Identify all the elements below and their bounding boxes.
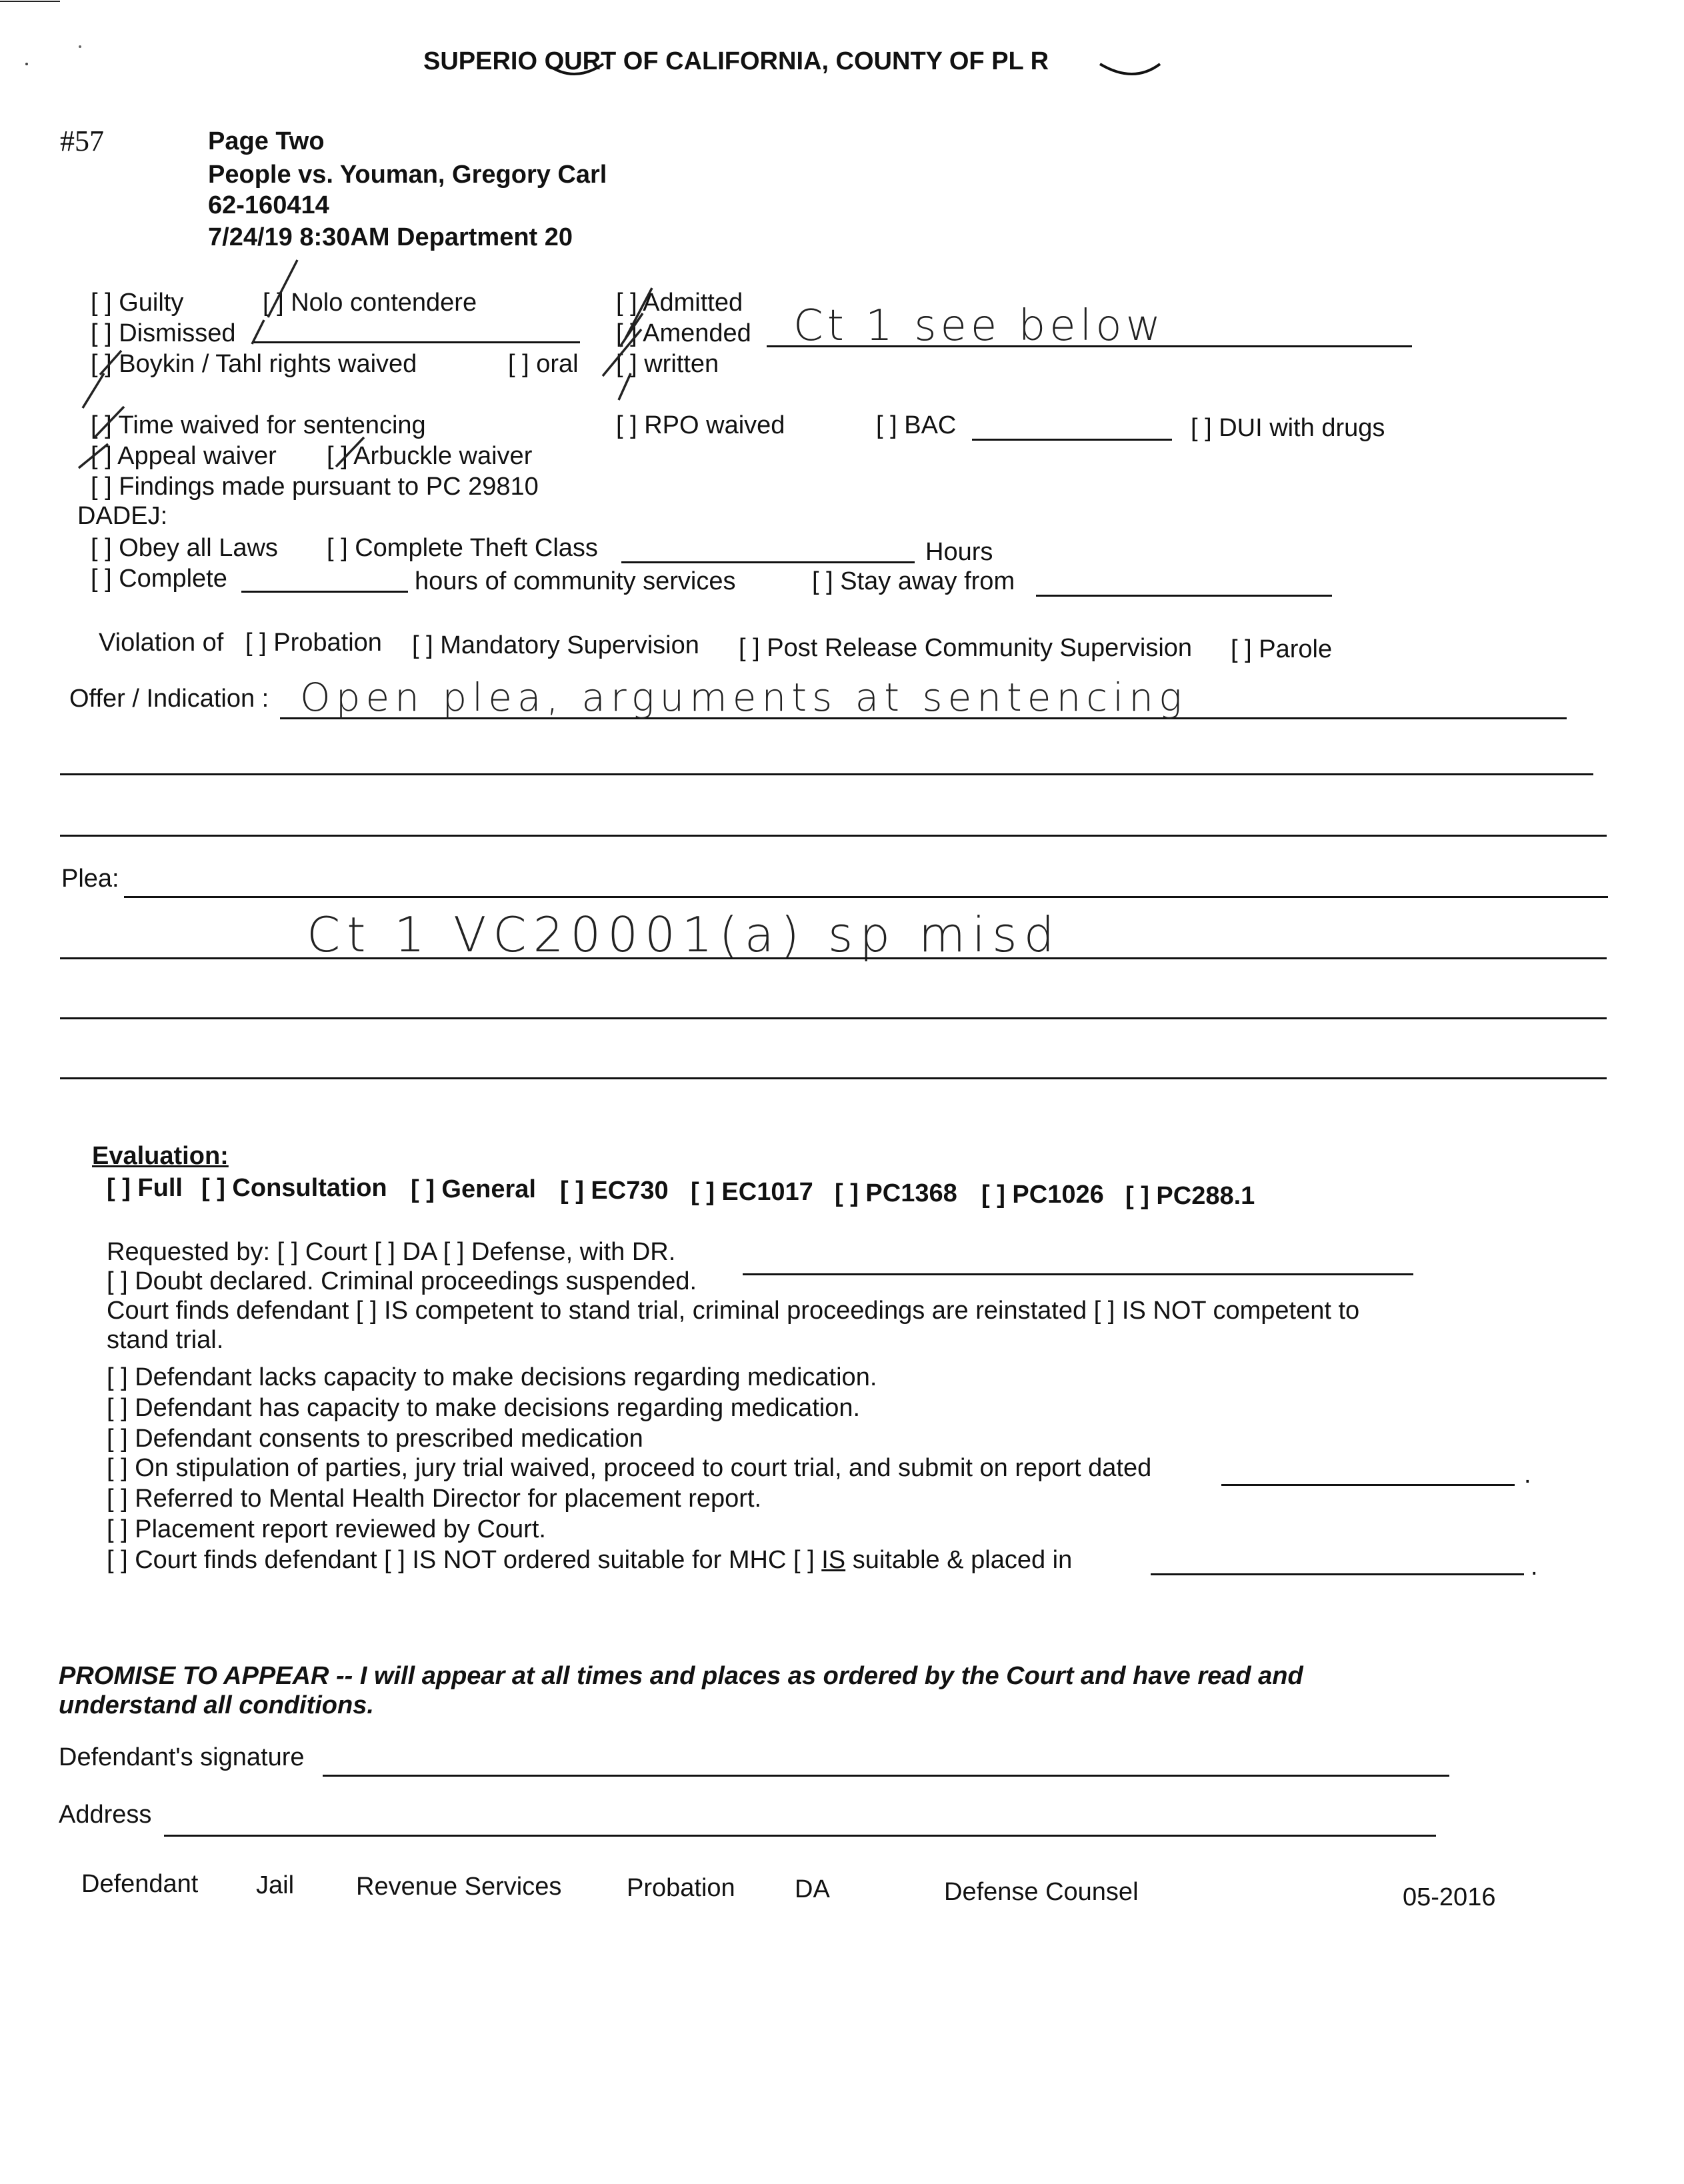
offer-line-3 <box>60 835 1607 837</box>
distribution-jail: Jail <box>256 1871 295 1899</box>
eval-general-checkbox[interactable]: [ ] General <box>411 1175 536 1203</box>
distribution-probation: Probation <box>627 1874 735 1902</box>
signature-line[interactable] <box>323 1775 1449 1777</box>
consents-medication-checkbox[interactable]: [ ] Defendant consents to prescribed medication <box>107 1425 643 1453</box>
evaluation-heading: Evaluation: <box>92 1142 229 1170</box>
eval-consultation-checkbox[interactable]: [ ] Consultation <box>201 1174 387 1202</box>
violation-parole-checkbox[interactable]: [ ] Parole <box>1231 635 1333 663</box>
stipulation-period: . <box>1524 1461 1531 1489</box>
hearing-info: 7/24/19 8:30AM Department 20 <box>208 223 573 251</box>
boykin-checkbox[interactable]: [ ] Boykin / Tahl rights waived <box>91 350 417 378</box>
court-title: SUPERIO OURT OF CALIFORNIA, COUNTY OF PL R <box>423 47 1049 75</box>
eval-pc1026-checkbox[interactable]: [ ] PC1026 <box>981 1181 1104 1209</box>
hours-label: Hours <box>925 538 993 566</box>
violation-label: Violation of <box>99 629 224 657</box>
scan-speck <box>25 63 28 65</box>
has-capacity-checkbox[interactable]: [ ] Defendant has capacity to make decisions regarding medication. <box>107 1394 861 1422</box>
distribution-da: DA <box>795 1875 830 1903</box>
case-caption: People vs. Youman, Gregory Carl <box>208 161 607 189</box>
stipulation-checkbox[interactable]: [ ] On stipulation of parties, jury trial waived, proceed to court trial, and submit on report dated <box>107 1454 1152 1482</box>
form-revision: 05-2016 <box>1403 1883 1496 1911</box>
document-number: #57 <box>60 125 104 157</box>
nolo-checkbox[interactable]: [ ] Nolo contendere <box>263 289 477 317</box>
oral-checkbox[interactable]: [ ] oral <box>508 350 579 378</box>
requested-by-dr-line <box>743 1273 1413 1275</box>
theft-class-checkbox[interactable]: [ ] Complete Theft Class <box>327 534 598 562</box>
appeal-waiver-checkbox[interactable]: [ ] Appeal waiver <box>91 442 277 470</box>
doubt-declared-checkbox[interactable]: [ ] Doubt declared. Criminal proceedings suspended. <box>107 1267 697 1295</box>
eval-full-checkbox[interactable]: [ ] Full <box>107 1174 183 1202</box>
amended-checkbox[interactable]: [ ] Amended <box>616 319 751 347</box>
mhc-period: . <box>1531 1553 1538 1581</box>
dadej-label: DADEJ: <box>77 502 168 530</box>
community-hours-line <box>241 591 408 593</box>
guilty-checkbox[interactable]: [ ] Guilty <box>91 289 184 317</box>
offer-label: Offer / Indication : <box>69 685 269 713</box>
dismissed-line <box>253 341 580 343</box>
mhc-finding-line[interactable] <box>107 1545 1072 1575</box>
placement-reviewed-checkbox[interactable]: [ ] Placement report reviewed by Court. <box>107 1515 546 1543</box>
plea-line-2 <box>60 957 1607 959</box>
report-date-line <box>1221 1484 1515 1486</box>
promise-line2: understand all conditions. <box>59 1691 374 1719</box>
plea-line-1 <box>124 896 1608 898</box>
violation-probation-checkbox[interactable]: [ ] Probation <box>245 629 382 657</box>
community-service-label: hours of community services <box>415 567 736 595</box>
time-waived-checkbox[interactable]: [ ] Time waived for sentencing <box>91 411 426 439</box>
rpo-waived-checkbox[interactable]: [ ] RPO waived <box>616 411 785 439</box>
stay-away-checkbox[interactable]: [ ] Stay away from <box>812 567 1015 595</box>
community-service-checkbox[interactable]: [ ] Complete <box>91 565 227 593</box>
plea-handwritten-text: Ct 1 VC20001(a) sp misd <box>307 907 1061 963</box>
dui-checkbox[interactable]: [ ] DUI with drugs <box>1191 414 1385 442</box>
page-label: Page Two <box>208 127 325 155</box>
stay-away-line <box>1036 595 1332 597</box>
referred-mh-checkbox[interactable]: [ ] Referred to Mental Health Director for placement report. <box>107 1485 762 1513</box>
mhc-finding-text-a: [ ] Court finds defendant [ ] IS NOT ordered suitable for MHC [ ] <box>107 1546 822 1574</box>
competency-finding-line2: stand trial. <box>107 1326 224 1354</box>
dismissed-slash-mark <box>252 320 264 344</box>
competency-finding-line1[interactable]: Court finds defendant [ ] IS competent to stand trial, criminal proceedings are reinstated [ ] IS NOT competent to <box>107 1297 1360 1325</box>
eval-pc288-checkbox[interactable]: [ ] PC288.1 <box>1125 1182 1255 1210</box>
distribution-revenue: Revenue Services <box>356 1873 562 1901</box>
plea-line-3 <box>60 1017 1607 1019</box>
arbuckle-waiver-checkbox[interactable]: [ ] Arbuckle waiver <box>327 442 533 470</box>
violation-prcs-checkbox[interactable]: [ ] Post Release Community Supervision <box>739 634 1193 662</box>
admitted-checkbox[interactable]: [ ] Admitted <box>616 289 743 317</box>
distribution-defendant: Defendant <box>81 1870 199 1898</box>
obey-laws-checkbox[interactable]: [ ] Obey all Laws <box>91 534 278 562</box>
violation-mandatory-checkbox[interactable]: [ ] Mandatory Supervision <box>412 631 699 659</box>
eval-ec730-checkbox[interactable]: [ ] EC730 <box>560 1177 669 1205</box>
address-line[interactable] <box>164 1835 1436 1837</box>
written-checkbox[interactable]: [ ] written <box>616 350 719 378</box>
amended-handwritten-note: Ct 1 see below <box>793 301 1165 351</box>
scan-speck <box>79 45 81 48</box>
bac-line <box>972 439 1172 441</box>
findings-checkbox[interactable]: [ ] Findings made pursuant to PC 29810 <box>91 473 539 501</box>
lacks-capacity-checkbox[interactable]: [ ] Defendant lacks capacity to make decisions regarding medication. <box>107 1363 877 1391</box>
signature-label: Defendant's signature <box>59 1743 305 1771</box>
bac-checkbox[interactable]: [ ] BAC <box>876 411 957 439</box>
offer-handwritten-text: Open plea, arguments at sentencing <box>300 675 1187 720</box>
address-label: Address <box>59 1801 152 1829</box>
theft-class-line <box>621 561 915 563</box>
plea-line-4 <box>60 1077 1607 1079</box>
requested-by-line: Requested by: [ ] Court [ ] DA [ ] Defense, with DR. <box>107 1238 676 1266</box>
mhc-is-underlined: IS <box>821 1546 846 1574</box>
mhc-finding-text-b: suitable & placed in <box>845 1546 1073 1574</box>
offer-line-2 <box>60 773 1593 775</box>
torn-edge-mark <box>1100 64 1160 74</box>
eval-ec1017-checkbox[interactable]: [ ] EC1017 <box>691 1178 813 1206</box>
case-number: 62-160414 <box>208 191 329 219</box>
dismissed-checkbox[interactable]: [ ] Dismissed <box>91 319 236 347</box>
eval-pc1368-checkbox[interactable]: [ ] PC1368 <box>835 1179 957 1207</box>
promise-line1: PROMISE TO APPEAR -- I will appear at all times and places as ordered by the Court and have read and <box>59 1662 1303 1690</box>
plea-label: Plea: <box>61 865 119 893</box>
distribution-defense: Defense Counsel <box>944 1878 1139 1906</box>
placed-in-line <box>1151 1573 1524 1575</box>
